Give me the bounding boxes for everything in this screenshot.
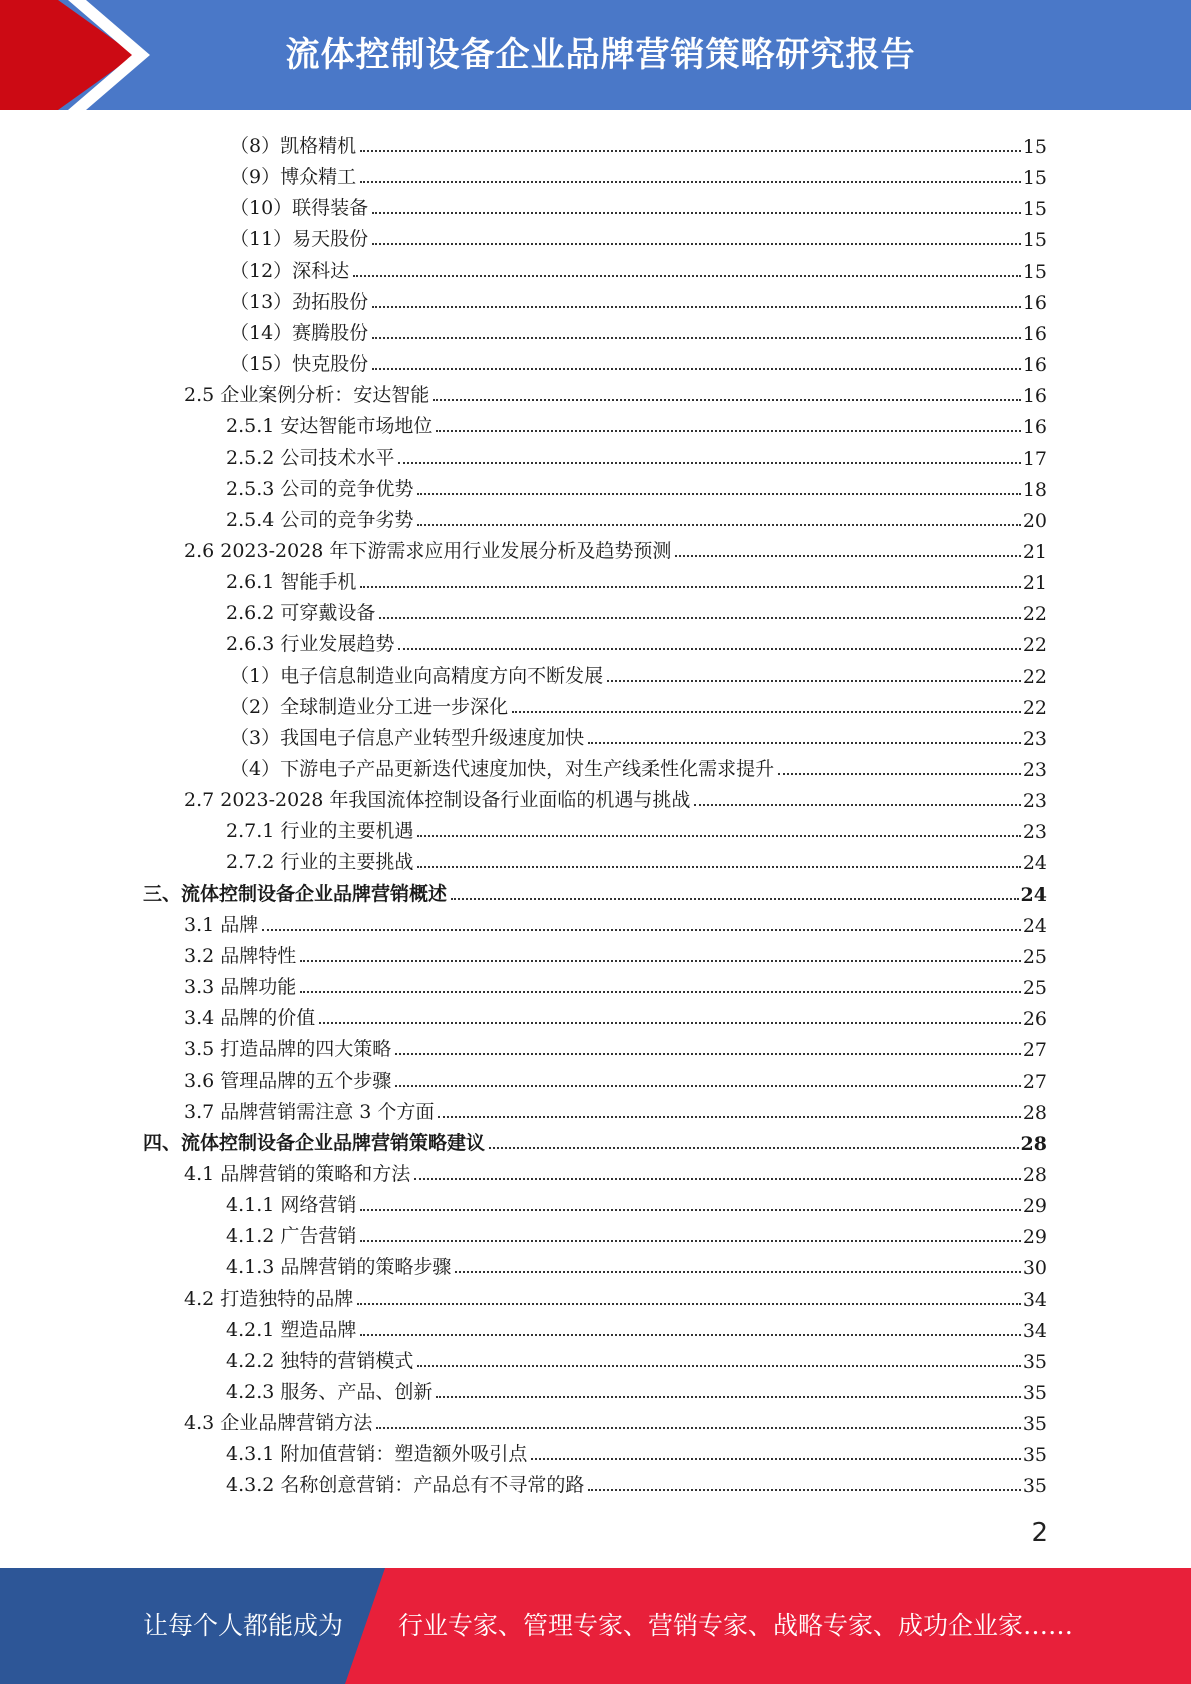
toc-entry[interactable] <box>230 220 1047 251</box>
toc-leader-dots <box>395 1052 1021 1055</box>
toc-entry[interactable] <box>184 532 1047 563</box>
toc-entry-page: 25 <box>1022 977 1047 1000</box>
toc-entry-label: 三、流体控制设备企业品牌营销概述 <box>143 882 448 905</box>
toc-entry[interactable] <box>226 501 1047 532</box>
toc-leader-dots <box>398 647 1020 650</box>
toc-entry-label: 4.1.1 网络营销 <box>226 1194 357 1217</box>
toc-leader-dots <box>417 1364 1020 1367</box>
toc-entry[interactable] <box>230 252 1047 283</box>
toc-leader-dots <box>360 585 1020 588</box>
toc-entry-page: 22 <box>1022 665 1047 688</box>
toc-leader-dots <box>372 305 1021 308</box>
toc-entry-page: 23 <box>1022 759 1047 781</box>
toc-entry[interactable] <box>184 1093 1047 1124</box>
toc-entry[interactable] <box>226 594 1047 625</box>
toc-entry[interactable] <box>226 1217 1047 1248</box>
toc-leader-dots <box>360 180 1021 183</box>
toc-entry[interactable] <box>184 968 1047 999</box>
toc-leader-dots <box>372 336 1021 339</box>
toc-leader-dots <box>372 211 1021 214</box>
toc-leader-dots <box>531 1457 1020 1460</box>
toc-entry-label: 4.1 品牌营销的策略和方法 <box>184 1162 411 1185</box>
toc-entry-label: （15）快克股份 <box>230 353 369 376</box>
toc-entry-page: 23 <box>1022 727 1047 750</box>
toc-leader-dots <box>417 523 1020 526</box>
toc-entry-page: 22 <box>1022 634 1047 657</box>
toc-entry-label: （1）电子信息制造业向高精度方向不断发展 <box>230 664 604 687</box>
toc-entry-label: 3.7 品牌营销需注意 3 个方面 <box>184 1100 435 1123</box>
page-footer <box>0 1568 1191 1684</box>
toc-entry[interactable] <box>226 1373 1047 1404</box>
toc-entry-label: 4.2.1 塑造品牌 <box>226 1318 357 1341</box>
toc-leader-dots <box>262 928 1021 931</box>
toc-entry[interactable] <box>226 1248 1047 1279</box>
toc-entry-label: （14）赛腾股份 <box>230 321 369 344</box>
toc-entry-page: 35 <box>1022 1413 1047 1436</box>
toc-entry[interactable] <box>230 314 1047 345</box>
toc-entry-page: 34 <box>1022 1319 1047 1342</box>
toc-leader-dots <box>360 1208 1020 1211</box>
toc-entry[interactable] <box>226 843 1047 874</box>
toc-leader-dots <box>417 834 1020 837</box>
toc-entry-label: 2.5.2 公司技术水平 <box>226 446 395 469</box>
toc-leader-dots <box>438 1115 1020 1118</box>
toc-leader-dots <box>398 461 1020 464</box>
toc-entry-label: 3.1 品牌 <box>184 913 259 936</box>
toc-leader-dots <box>360 1239 1020 1242</box>
toc-entry-page: 23 <box>1022 790 1047 813</box>
toc-entry-label: 2.7.2 行业的主要挑战 <box>226 851 414 874</box>
page-number: 2 <box>1031 1518 1048 1548</box>
toc-entry-label: 2.5.4 公司的竞争劣势 <box>226 508 414 531</box>
toc-entry[interactable] <box>230 657 1047 688</box>
toc-leader-dots <box>588 1488 1020 1491</box>
toc-entry-page: 17 <box>1022 447 1047 470</box>
toc-entry-label: 3.4 品牌的价值 <box>184 1007 316 1030</box>
toc-entry-label: 4.2.2 独特的营销模式 <box>226 1349 414 1372</box>
toc-entry-page: 28 <box>1020 1132 1047 1155</box>
toc-entry[interactable] <box>184 781 1047 812</box>
toc-entry[interactable] <box>184 937 1047 968</box>
toc-entry[interactable] <box>226 1342 1047 1373</box>
toc-entry-page: 15 <box>1022 198 1047 221</box>
page-header <box>0 0 1191 110</box>
toc-leader-dots <box>417 865 1020 868</box>
toc-entry-page: 20 <box>1022 509 1047 532</box>
toc-entry-label: 2.5.1 安达智能市场地位 <box>226 415 433 438</box>
toc-entry[interactable] <box>184 1030 1047 1061</box>
toc-entry-page: 22 <box>1022 696 1047 719</box>
toc-leader-dots <box>436 1395 1020 1398</box>
toc-leader-dots <box>360 149 1021 152</box>
toc-leader-dots <box>675 554 1020 557</box>
header-arrow-decoration <box>0 0 160 110</box>
toc-entry[interactable] <box>226 439 1047 470</box>
toc-leader-dots <box>376 1426 1021 1429</box>
toc-entry-label: 2.6.3 行业发展趋势 <box>226 633 395 656</box>
toc-entry-page: 35 <box>1022 1444 1047 1467</box>
toc-entry[interactable] <box>184 1062 1047 1093</box>
toc-entry-page: 15 <box>1022 260 1047 283</box>
toc-entry-page: 16 <box>1022 416 1047 439</box>
toc-entry-page: 23 <box>1022 821 1047 844</box>
toc-entry[interactable] <box>184 1155 1047 1186</box>
toc-entry-page: 15 <box>1022 136 1047 158</box>
toc-entry-label: （12）深科达 <box>230 259 350 282</box>
toc-entry-page: 24 <box>1022 914 1047 937</box>
toc-leader-dots <box>451 897 1019 900</box>
toc-entry[interactable] <box>230 189 1047 220</box>
toc-entry-label: 2.7 2023-2028 年我国流体控制设备行业面临的机遇与挑战 <box>184 789 691 812</box>
toc-entry-page: 34 <box>1022 1288 1047 1311</box>
toc-entry-label: 4.2 打造独特的品牌 <box>184 1287 354 1310</box>
toc-entry-label: 4.3 企业品牌营销方法 <box>184 1412 373 1435</box>
toc-entry-label: （4）下游电子产品更新迭代速度加快，对生产线柔性化需求提升 <box>230 758 775 780</box>
toc-entry-page: 26 <box>1022 1008 1047 1031</box>
toc-entry[interactable] <box>230 345 1047 376</box>
toc-leader-dots <box>512 710 1021 713</box>
toc-leader-dots <box>778 772 1021 775</box>
toc-leader-dots <box>372 242 1021 245</box>
toc-leader-dots <box>417 492 1020 495</box>
toc-entry-label: （3）我国电子信息产业转型升级速度加快 <box>230 726 585 749</box>
toc-entry-page: 18 <box>1022 478 1047 501</box>
toc-leader-dots <box>489 1146 1019 1149</box>
toc-entry[interactable] <box>230 283 1047 314</box>
toc-entry-page: 15 <box>1022 167 1047 190</box>
toc-entry-label: 4.3.1 附加值营销：塑造额外吸引点 <box>226 1443 528 1466</box>
footer-slogan-right: 行业专家、管理专家、营销专家、战略专家、成功企业家…… <box>398 1611 1074 1640</box>
toc-entry-label: 3.2 品牌特性 <box>184 944 297 967</box>
toc-entry-page: 35 <box>1022 1475 1047 1498</box>
toc-entry-label: 3.5 打造品牌的四大策略 <box>184 1038 392 1061</box>
toc-entry-page: 35 <box>1022 1382 1047 1404</box>
toc-entry-page: 15 <box>1022 229 1047 252</box>
toc-leader-dots <box>360 1333 1020 1336</box>
toc-entry-label: 3.3 品牌功能 <box>184 976 297 999</box>
toc-entry-page: 24 <box>1020 883 1047 906</box>
toc-entry-label: 四、流体控制设备企业品牌营销策略建议 <box>143 1131 486 1154</box>
toc-entry-page: 16 <box>1022 291 1047 314</box>
footer-slogan-left: 让每个人都能成为 <box>143 1611 344 1640</box>
toc-leader-dots <box>379 616 1020 619</box>
toc-entry-page: 16 <box>1022 385 1047 408</box>
toc-leader-dots <box>353 274 1021 277</box>
toc-entry-label: 2.6 2023-2028 年下游需求应用行业发展分析及趋势预测 <box>184 539 672 562</box>
toc-entry-page: 27 <box>1022 1070 1047 1093</box>
toc-entry-page: 22 <box>1022 603 1047 626</box>
toc-entry[interactable] <box>184 376 1047 407</box>
toc-leader-dots <box>300 959 1021 962</box>
toc-entry-page: 24 <box>1022 852 1047 875</box>
toc-entry[interactable] <box>226 563 1047 594</box>
toc-leader-dots <box>607 679 1021 682</box>
toc-entry-label: 2.6.2 可穿戴设备 <box>226 602 376 625</box>
toc-entry[interactable] <box>143 875 1047 906</box>
toc-entry-page: 16 <box>1022 322 1047 345</box>
toc-entry-label: 4.1.3 品牌营销的策略步骤 <box>226 1256 452 1279</box>
toc-entry-label: （11）易天股份 <box>230 228 369 251</box>
toc-leader-dots <box>395 1084 1021 1087</box>
toc-entry-page: 21 <box>1022 572 1047 595</box>
toc-leader-dots <box>694 803 1020 806</box>
toc-entry[interactable] <box>184 1280 1047 1311</box>
toc-leader-dots <box>436 429 1020 432</box>
toc-leader-dots <box>357 1302 1021 1305</box>
toc-entry-label: （2）全球制造业分工进一步深化 <box>230 695 509 718</box>
toc-entry-page: 30 <box>1022 1257 1047 1280</box>
toc-leader-dots <box>455 1270 1020 1273</box>
toc-entry-label: 2.6.1 智能手机 <box>226 571 357 594</box>
toc-entry[interactable] <box>230 127 1047 158</box>
toc-entry-page: 16 <box>1022 354 1047 377</box>
toc-entry-label: 4.1.2 广告营销 <box>226 1225 357 1248</box>
toc-entry-page: 28 <box>1022 1101 1047 1124</box>
toc-leader-dots <box>433 398 1021 401</box>
toc-entry-page: 25 <box>1022 945 1047 968</box>
toc-entry[interactable] <box>226 470 1047 501</box>
toc-entry-page: 29 <box>1022 1226 1047 1249</box>
toc-entry[interactable] <box>226 812 1047 843</box>
toc-entry[interactable] <box>184 999 1047 1030</box>
toc-leader-dots <box>300 990 1021 993</box>
toc-entry-label: 2.5.3 公司的竞争优势 <box>226 477 414 500</box>
toc-entry-label: 4.3.2 名称创意营销：产品总有不寻常的路 <box>226 1474 585 1497</box>
toc-entry-page: 21 <box>1022 540 1047 563</box>
toc-entry[interactable] <box>184 1404 1047 1435</box>
report-title: 流体控制设备企业品牌营销策略研究报告 <box>285 35 916 75</box>
toc-entry[interactable] <box>226 1186 1047 1217</box>
toc-entry-label: 2.7.1 行业的主要机遇 <box>226 820 414 843</box>
toc-entry[interactable] <box>184 906 1047 937</box>
toc-entry[interactable] <box>230 158 1047 189</box>
toc-entry[interactable] <box>226 1466 1047 1497</box>
toc-entry[interactable] <box>226 1435 1047 1466</box>
toc-entry-page: 28 <box>1022 1163 1047 1186</box>
toc-entry-label: （13）劲拓股份 <box>230 290 369 313</box>
toc-entry-label: 4.2.3 服务、产品、创新 <box>226 1381 433 1403</box>
toc-entry-label: 2.5 企业案例分析：安达智能 <box>184 384 430 407</box>
toc-entry[interactable] <box>226 1311 1047 1342</box>
toc-entry-label: （9）博众精工 <box>230 166 357 189</box>
toc-entry[interactable] <box>143 1124 1047 1155</box>
toc-entry-page: 29 <box>1022 1195 1047 1218</box>
toc-entry[interactable] <box>226 625 1047 656</box>
toc-entry-label: （8）凯格精机 <box>230 135 357 157</box>
toc-entry[interactable] <box>230 719 1047 750</box>
toc-entry[interactable] <box>230 750 1047 781</box>
toc-entry-label: 3.6 管理品牌的五个步骤 <box>184 1069 392 1092</box>
toc-entry-label: （10）联得装备 <box>230 197 369 220</box>
toc-leader-dots <box>414 1177 1021 1180</box>
toc-entry[interactable] <box>230 688 1047 719</box>
toc-leader-dots <box>372 367 1021 370</box>
toc-leader-dots <box>588 741 1021 744</box>
toc-entry-page: 35 <box>1022 1350 1047 1373</box>
toc-entry-page: 27 <box>1022 1039 1047 1062</box>
toc-leader-dots <box>319 1021 1021 1024</box>
toc-entry[interactable] <box>226 407 1047 438</box>
